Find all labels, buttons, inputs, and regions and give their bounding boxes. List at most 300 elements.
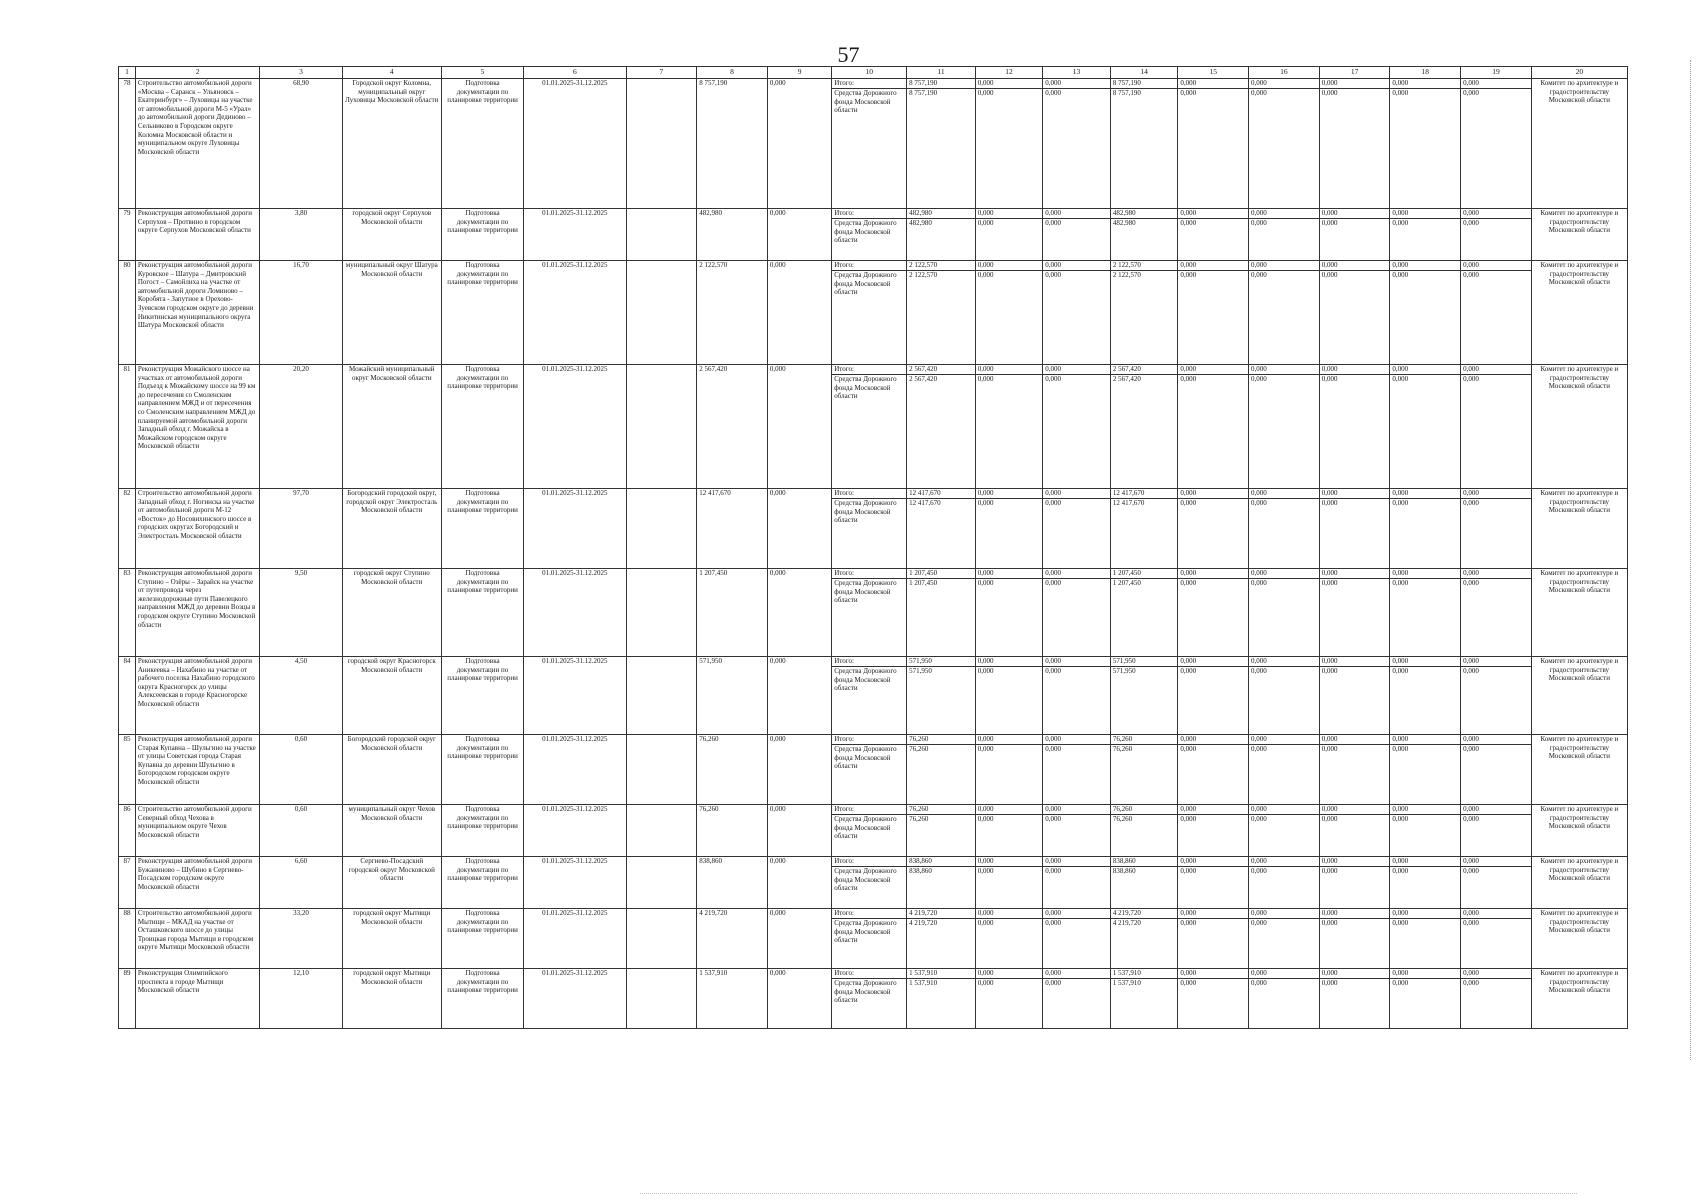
amount-wrap bbox=[976, 261, 1043, 280]
amount-total: 0,000 bbox=[1320, 79, 1390, 89]
amount-total: 0,000 bbox=[1249, 969, 1319, 979]
road-length: 33,20 bbox=[260, 909, 342, 969]
amount-c11 bbox=[907, 569, 976, 657]
period: 01.01.2025-31.12.2025 bbox=[524, 365, 626, 489]
column-number-5: 5 bbox=[441, 67, 523, 79]
amount-source: 0,000 bbox=[1463, 815, 1479, 823]
total-label: Итого: bbox=[832, 209, 906, 219]
col-8-amount: 2 567,420 bbox=[697, 365, 768, 489]
amount-c18 bbox=[1390, 209, 1461, 261]
amount-wrap bbox=[1178, 569, 1248, 588]
total-label: Итого: bbox=[832, 489, 906, 499]
amount-source: 0,000 bbox=[977, 89, 994, 97]
amount-source: 0,000 bbox=[1463, 579, 1479, 587]
amount-c13 bbox=[1043, 261, 1111, 365]
col-9-amount: 0,000 bbox=[767, 261, 831, 365]
amount-source: 482,980 bbox=[1112, 219, 1136, 227]
amount-c19 bbox=[1461, 261, 1532, 365]
amount-c15 bbox=[1178, 857, 1249, 909]
amount-total: 0,000 bbox=[1461, 489, 1531, 499]
amount-source: 0,000 bbox=[977, 499, 994, 507]
funding-source-wrap bbox=[832, 489, 906, 525]
amount-wrap bbox=[1249, 657, 1319, 676]
row-number: 80 bbox=[119, 261, 136, 365]
column-number-13: 13 bbox=[1043, 67, 1111, 79]
amount-total: 0,000 bbox=[1249, 209, 1319, 219]
amount-wrap bbox=[1178, 735, 1248, 754]
period: 01.01.2025-31.12.2025 bbox=[524, 735, 626, 805]
amount-wrap bbox=[1461, 909, 1531, 928]
amount-total: 1 207,450 bbox=[1111, 569, 1178, 579]
amount-source: 0,000 bbox=[1251, 667, 1267, 675]
funding-source-wrap bbox=[832, 209, 906, 245]
amount-source: 0,000 bbox=[977, 815, 994, 823]
amount-c12 bbox=[975, 857, 1043, 909]
amount-source: 0,000 bbox=[1045, 271, 1062, 279]
amount-c17 bbox=[1319, 969, 1390, 1029]
road-length: 12,10 bbox=[260, 969, 342, 1029]
amount-total: 0,000 bbox=[1461, 909, 1531, 919]
amount-total: 0,000 bbox=[1043, 657, 1110, 667]
amount-c14 bbox=[1110, 857, 1178, 909]
table-row bbox=[119, 857, 1628, 909]
amount-total: 0,000 bbox=[1461, 365, 1531, 375]
amount-total: 0,000 bbox=[1390, 909, 1460, 919]
municipality: муниципальный округ Шатура Московской области bbox=[342, 261, 441, 365]
amount-wrap bbox=[907, 805, 975, 824]
amount-c16 bbox=[1249, 657, 1320, 735]
amount-total: 0,000 bbox=[1461, 261, 1531, 271]
municipality: городской округ Мытищи Московской области bbox=[342, 909, 441, 969]
amount-total: 0,000 bbox=[1390, 261, 1460, 271]
amount-wrap bbox=[1390, 489, 1460, 508]
amount-source: 0,000 bbox=[977, 271, 994, 279]
funding-source bbox=[832, 657, 907, 735]
period: 01.01.2025-31.12.2025 bbox=[524, 909, 626, 969]
amount-wrap bbox=[1320, 735, 1390, 754]
amount-wrap bbox=[976, 79, 1043, 98]
amount-c18 bbox=[1390, 805, 1461, 857]
amount-source: 0,000 bbox=[1392, 89, 1409, 97]
amount-c18 bbox=[1390, 969, 1461, 1029]
responsible-body: Комитет по архитектуре и градостроительству Московской области bbox=[1531, 79, 1627, 209]
total-label: Итого: bbox=[832, 805, 906, 815]
column-number-3: 3 bbox=[260, 67, 342, 79]
amount-wrap bbox=[1461, 261, 1531, 280]
amount-c11 bbox=[907, 209, 976, 261]
amount-c16 bbox=[1249, 909, 1320, 969]
amount-wrap bbox=[976, 805, 1043, 824]
amount-source: 0,000 bbox=[1463, 919, 1479, 927]
funding-source bbox=[832, 805, 907, 857]
stage: Подготовка документации по планировке территории bbox=[441, 365, 523, 489]
amount-c12 bbox=[975, 79, 1043, 209]
amount-c12 bbox=[975, 909, 1043, 969]
amount-source: 1 537,910 bbox=[909, 979, 938, 987]
amount-wrap bbox=[1320, 365, 1390, 384]
amount-total: 0,000 bbox=[976, 79, 1043, 89]
object-name: Реконструкция автомобильной дороги Ступино – Озёры – Зарайск на участке от путепровода через железнодорожные пути Павелецкого направления МЖД до деревни Возцы в городском округе Ступино Московской области bbox=[135, 569, 260, 657]
col-8-amount: 482,980 bbox=[697, 209, 768, 261]
amount-total: 0,000 bbox=[1178, 489, 1248, 499]
amount-wrap bbox=[1320, 969, 1390, 988]
source-label: Средства Дорожного фонда Московской области bbox=[834, 919, 897, 945]
amount-total: 12 417,670 bbox=[1111, 489, 1178, 499]
amount-wrap bbox=[1390, 569, 1460, 588]
funding-source bbox=[832, 909, 907, 969]
table-row bbox=[119, 209, 1628, 261]
amount-total: 0,000 bbox=[976, 365, 1043, 375]
amount-total: 0,000 bbox=[1178, 79, 1248, 89]
amount-c19 bbox=[1461, 909, 1532, 969]
col-8-amount: 2 122,570 bbox=[697, 261, 768, 365]
amount-source: 0,000 bbox=[1180, 375, 1197, 383]
funding-source-wrap bbox=[832, 735, 906, 771]
amount-source: 8 757,190 bbox=[1112, 89, 1141, 97]
amount-wrap bbox=[1043, 569, 1110, 588]
amount-wrap bbox=[907, 365, 975, 384]
funding-source-wrap bbox=[832, 79, 906, 115]
amount-total: 0,000 bbox=[1249, 857, 1319, 867]
amount-wrap bbox=[1390, 909, 1460, 928]
amount-source: 571,950 bbox=[1112, 667, 1136, 675]
amount-wrap bbox=[907, 657, 975, 676]
amount-source: 0,000 bbox=[1045, 919, 1062, 927]
municipality: Можайский муниципальный округ Московской области bbox=[342, 365, 441, 489]
municipality: Сергиево-Посадский городской округ Московской области bbox=[342, 857, 441, 909]
amount-wrap bbox=[1178, 857, 1248, 876]
column-number-2: 2 bbox=[135, 67, 260, 79]
amount-c14 bbox=[1110, 657, 1178, 735]
col-9-amount: 0,000 bbox=[767, 657, 831, 735]
object-name: Строительство автомобильной дороги Западный обход г. Ногинска на участке от автомобильной дороги М-12 «Восток» до Носовихинского шоссе в городских округах Богородский и Электросталь Московской области bbox=[135, 489, 260, 569]
column-number-4: 4 bbox=[342, 67, 441, 79]
header-row bbox=[119, 67, 1628, 79]
amount-total: 76,260 bbox=[907, 805, 975, 815]
amount-wrap bbox=[976, 909, 1043, 928]
column-number-18: 18 bbox=[1390, 67, 1461, 79]
amount-c18 bbox=[1390, 79, 1461, 209]
amount-c16 bbox=[1249, 857, 1320, 909]
amount-source: 0,000 bbox=[1392, 815, 1409, 823]
responsible-body: Комитет по архитектуре и градостроительству Московской области bbox=[1531, 261, 1627, 365]
amount-c16 bbox=[1249, 261, 1320, 365]
column-number-11: 11 bbox=[907, 67, 976, 79]
responsible-body: Комитет по архитектуре и градостроительству Московской области bbox=[1531, 735, 1627, 805]
amount-wrap bbox=[1249, 857, 1319, 876]
amount-c16 bbox=[1249, 569, 1320, 657]
amount-source: 4 219,720 bbox=[909, 919, 938, 927]
row-number: 88 bbox=[119, 909, 136, 969]
amount-total: 0,000 bbox=[1390, 735, 1460, 745]
amount-c13 bbox=[1043, 657, 1111, 735]
funding-source-wrap bbox=[832, 805, 906, 841]
amount-wrap bbox=[907, 569, 975, 588]
amount-total: 0,000 bbox=[1320, 489, 1390, 499]
amount-total: 0,000 bbox=[1043, 735, 1110, 745]
table-row bbox=[119, 735, 1628, 805]
amount-total: 0,000 bbox=[1390, 805, 1460, 815]
amount-total: 482,980 bbox=[1111, 209, 1178, 219]
amount-source: 0,000 bbox=[977, 979, 994, 987]
column-number-17: 17 bbox=[1319, 67, 1390, 79]
amount-wrap bbox=[1390, 735, 1460, 754]
amount-wrap bbox=[1249, 489, 1319, 508]
amount-wrap bbox=[1390, 969, 1460, 988]
stage: Подготовка документации по планировке территории bbox=[441, 209, 523, 261]
amount-source: 0,000 bbox=[1463, 745, 1479, 753]
amount-c16 bbox=[1249, 969, 1320, 1029]
amount-total: 1 207,450 bbox=[907, 569, 975, 579]
column-number-1: 1 bbox=[119, 67, 136, 79]
amount-wrap bbox=[1461, 569, 1531, 588]
amount-total: 2 122,570 bbox=[907, 261, 975, 271]
amount-c18 bbox=[1390, 735, 1461, 805]
col-9-amount: 0,000 bbox=[767, 909, 831, 969]
funding-source bbox=[832, 489, 907, 569]
period: 01.01.2025-31.12.2025 bbox=[524, 569, 626, 657]
amount-wrap bbox=[1111, 489, 1178, 508]
amount-total: 0,000 bbox=[976, 209, 1043, 219]
amount-total: 0,000 bbox=[1249, 805, 1319, 815]
period: 01.01.2025-31.12.2025 bbox=[524, 209, 626, 261]
responsible-body: Комитет по архитектуре и градостроительству Московской области bbox=[1531, 569, 1627, 657]
funding-source-wrap bbox=[832, 857, 906, 893]
amount-c15 bbox=[1178, 209, 1249, 261]
amount-total: 0,000 bbox=[1178, 209, 1248, 219]
responsible-body: Комитет по архитектуре и градостроительству Московской области bbox=[1531, 805, 1627, 857]
amount-c11 bbox=[907, 365, 976, 489]
amount-source: 0,000 bbox=[977, 579, 994, 587]
amount-total: 0,000 bbox=[1043, 209, 1110, 219]
amount-c19 bbox=[1461, 857, 1532, 909]
amount-wrap bbox=[1461, 365, 1531, 384]
row-number: 89 bbox=[119, 969, 136, 1029]
amount-source: 0,000 bbox=[1045, 745, 1062, 753]
amount-total: 12 417,670 bbox=[907, 489, 975, 499]
amount-wrap bbox=[1111, 79, 1178, 98]
amount-c14 bbox=[1110, 365, 1178, 489]
amount-total: 482,980 bbox=[907, 209, 975, 219]
amount-total: 0,000 bbox=[1249, 909, 1319, 919]
amount-total: 0,000 bbox=[1461, 79, 1531, 89]
amount-total: 0,000 bbox=[976, 569, 1043, 579]
amount-wrap bbox=[1111, 909, 1178, 928]
amount-c18 bbox=[1390, 909, 1461, 969]
amount-source: 0,000 bbox=[1251, 979, 1267, 987]
amount-source: 4 219,720 bbox=[1112, 919, 1141, 927]
amount-total: 0,000 bbox=[976, 909, 1043, 919]
amount-c15 bbox=[1178, 261, 1249, 365]
funding-source-wrap bbox=[832, 657, 906, 693]
amount-c17 bbox=[1319, 209, 1390, 261]
amount-source: 0,000 bbox=[1251, 219, 1267, 227]
column-number-6: 6 bbox=[524, 67, 626, 79]
amount-wrap bbox=[1043, 657, 1110, 676]
amount-wrap bbox=[1461, 969, 1531, 988]
amount-wrap bbox=[1320, 79, 1390, 98]
amount-wrap bbox=[1043, 489, 1110, 508]
amount-c14 bbox=[1110, 805, 1178, 857]
amount-total: 0,000 bbox=[1320, 909, 1390, 919]
amount-c12 bbox=[975, 569, 1043, 657]
responsible-body: Комитет по архитектуре и градостроительству Московской области bbox=[1531, 489, 1627, 569]
amount-wrap bbox=[1178, 209, 1248, 228]
amount-wrap bbox=[1461, 735, 1531, 754]
amount-wrap bbox=[1043, 209, 1110, 228]
amount-source: 76,260 bbox=[1112, 745, 1133, 753]
amount-c12 bbox=[975, 969, 1043, 1029]
amount-total: 0,000 bbox=[1249, 489, 1319, 499]
amount-source: 0,000 bbox=[1180, 919, 1197, 927]
amount-c19 bbox=[1461, 735, 1532, 805]
stage: Подготовка документации по планировке территории bbox=[441, 805, 523, 857]
funding-source-wrap bbox=[832, 261, 906, 297]
amount-total: 0,000 bbox=[1043, 569, 1110, 579]
amount-c15 bbox=[1178, 657, 1249, 735]
amount-source: 0,000 bbox=[1251, 745, 1267, 753]
amount-source: 0,000 bbox=[1045, 815, 1062, 823]
amount-wrap bbox=[1390, 79, 1460, 98]
amount-source: 0,000 bbox=[1321, 219, 1338, 227]
period: 01.01.2025-31.12.2025 bbox=[524, 79, 626, 209]
amount-total: 0,000 bbox=[1461, 209, 1531, 219]
amount-source: 76,260 bbox=[909, 815, 929, 823]
responsible-body: Комитет по архитектуре и градостроительству Московской области bbox=[1531, 209, 1627, 261]
source-label: Средства Дорожного фонда Московской области bbox=[834, 867, 897, 893]
amount-source: 0,000 bbox=[1321, 271, 1338, 279]
amount-total: 0,000 bbox=[1178, 805, 1248, 815]
amount-wrap bbox=[907, 909, 975, 928]
col-7 bbox=[626, 365, 697, 489]
municipality: городской округ Красногорск Московской области bbox=[342, 657, 441, 735]
col-8-amount: 838,860 bbox=[697, 857, 768, 909]
amount-wrap bbox=[1461, 209, 1531, 228]
total-label: Итого: bbox=[832, 79, 906, 89]
amount-source: 0,000 bbox=[977, 919, 994, 927]
source-label: Средства Дорожного фонда Московской области bbox=[834, 89, 897, 115]
amount-c17 bbox=[1319, 735, 1390, 805]
amount-c19 bbox=[1461, 365, 1532, 489]
amount-total: 0,000 bbox=[1390, 489, 1460, 499]
amount-total: 0,000 bbox=[1390, 657, 1460, 667]
col-8-amount: 1 537,910 bbox=[697, 969, 768, 1029]
col-9-amount: 0,000 bbox=[767, 735, 831, 805]
amount-c13 bbox=[1043, 365, 1111, 489]
road-length: 68,90 bbox=[260, 79, 342, 209]
amount-total: 0,000 bbox=[1320, 805, 1390, 815]
column-number-19: 19 bbox=[1461, 67, 1532, 79]
funding-source bbox=[832, 365, 907, 489]
amount-source: 0,000 bbox=[1392, 745, 1409, 753]
municipality: городской округ Ступино Московской области bbox=[342, 569, 441, 657]
amount-total: 571,950 bbox=[907, 657, 975, 667]
amount-c14 bbox=[1110, 909, 1178, 969]
amount-c19 bbox=[1461, 489, 1532, 569]
amount-c15 bbox=[1178, 735, 1249, 805]
amount-source: 0,000 bbox=[1321, 745, 1338, 753]
total-label: Итого: bbox=[832, 735, 906, 745]
road-length: 20,20 bbox=[260, 365, 342, 489]
amount-wrap bbox=[1249, 569, 1319, 588]
amount-source: 838,860 bbox=[909, 867, 932, 875]
funding-source bbox=[832, 261, 907, 365]
col-9-amount: 0,000 bbox=[767, 209, 831, 261]
col-9-amount: 0,000 bbox=[767, 365, 831, 489]
source-label: Средства Дорожного фонда Московской области bbox=[834, 745, 897, 771]
amount-wrap bbox=[1320, 909, 1390, 928]
amount-total: 0,000 bbox=[1320, 857, 1390, 867]
amount-total: 2 567,420 bbox=[1111, 365, 1178, 375]
stage: Подготовка документации по планировке территории bbox=[441, 735, 523, 805]
stage: Подготовка документации по планировке территории bbox=[441, 657, 523, 735]
road-length: 6,60 bbox=[260, 857, 342, 909]
amount-c12 bbox=[975, 657, 1043, 735]
col-9-amount: 0,000 bbox=[767, 569, 831, 657]
amount-total: 0,000 bbox=[1043, 857, 1110, 867]
amount-total: 1 537,910 bbox=[907, 969, 975, 979]
road-length: 0,60 bbox=[260, 735, 342, 805]
row-number: 79 bbox=[119, 209, 136, 261]
amount-wrap bbox=[1111, 209, 1178, 228]
amount-c17 bbox=[1319, 857, 1390, 909]
amount-source: 0,000 bbox=[1251, 89, 1267, 97]
funding-source bbox=[832, 209, 907, 261]
amount-c15 bbox=[1178, 909, 1249, 969]
amount-source: 2 122,570 bbox=[1112, 271, 1141, 279]
source-label: Средства Дорожного фонда Московской области bbox=[834, 375, 897, 401]
amount-total: 0,000 bbox=[976, 735, 1043, 745]
amount-c16 bbox=[1249, 735, 1320, 805]
amount-wrap bbox=[1111, 805, 1178, 824]
municipality: муниципальный округ Чехов Московской области bbox=[342, 805, 441, 857]
municipality: Богородский городской округ Московской области bbox=[342, 735, 441, 805]
amount-wrap bbox=[1043, 735, 1110, 754]
amount-source: 0,000 bbox=[1180, 815, 1197, 823]
amount-wrap bbox=[1320, 805, 1390, 824]
amount-source: 0,000 bbox=[1045, 375, 1062, 383]
amount-source: 0,000 bbox=[1392, 579, 1409, 587]
column-number-10: 10 bbox=[832, 67, 907, 79]
stage: Подготовка документации по планировке территории bbox=[441, 909, 523, 969]
amount-wrap bbox=[1249, 735, 1319, 754]
amount-c13 bbox=[1043, 909, 1111, 969]
amount-total: 0,000 bbox=[1043, 489, 1110, 499]
amount-wrap bbox=[1043, 261, 1110, 280]
amount-source: 0,000 bbox=[1045, 867, 1062, 875]
amount-total: 0,000 bbox=[1390, 857, 1460, 867]
amount-c18 bbox=[1390, 489, 1461, 569]
amount-c11 bbox=[907, 261, 976, 365]
amount-wrap bbox=[1178, 657, 1248, 676]
amount-source: 8 757,190 bbox=[909, 89, 938, 97]
amount-wrap bbox=[1111, 857, 1178, 876]
amount-source: 0,000 bbox=[1392, 375, 1409, 383]
col-7 bbox=[626, 657, 697, 735]
amount-wrap bbox=[1043, 805, 1110, 824]
table-body bbox=[119, 67, 1628, 1029]
amount-wrap bbox=[907, 209, 975, 228]
col-7 bbox=[626, 79, 697, 209]
amount-wrap bbox=[1249, 261, 1319, 280]
amount-wrap bbox=[1461, 657, 1531, 676]
amount-wrap bbox=[1043, 857, 1110, 876]
amount-total: 0,000 bbox=[1178, 569, 1248, 579]
amount-total: 838,860 bbox=[1111, 857, 1178, 867]
amount-total: 8 757,190 bbox=[907, 79, 975, 89]
amount-total: 0,000 bbox=[976, 261, 1043, 271]
amount-total: 0,000 bbox=[1178, 735, 1248, 745]
